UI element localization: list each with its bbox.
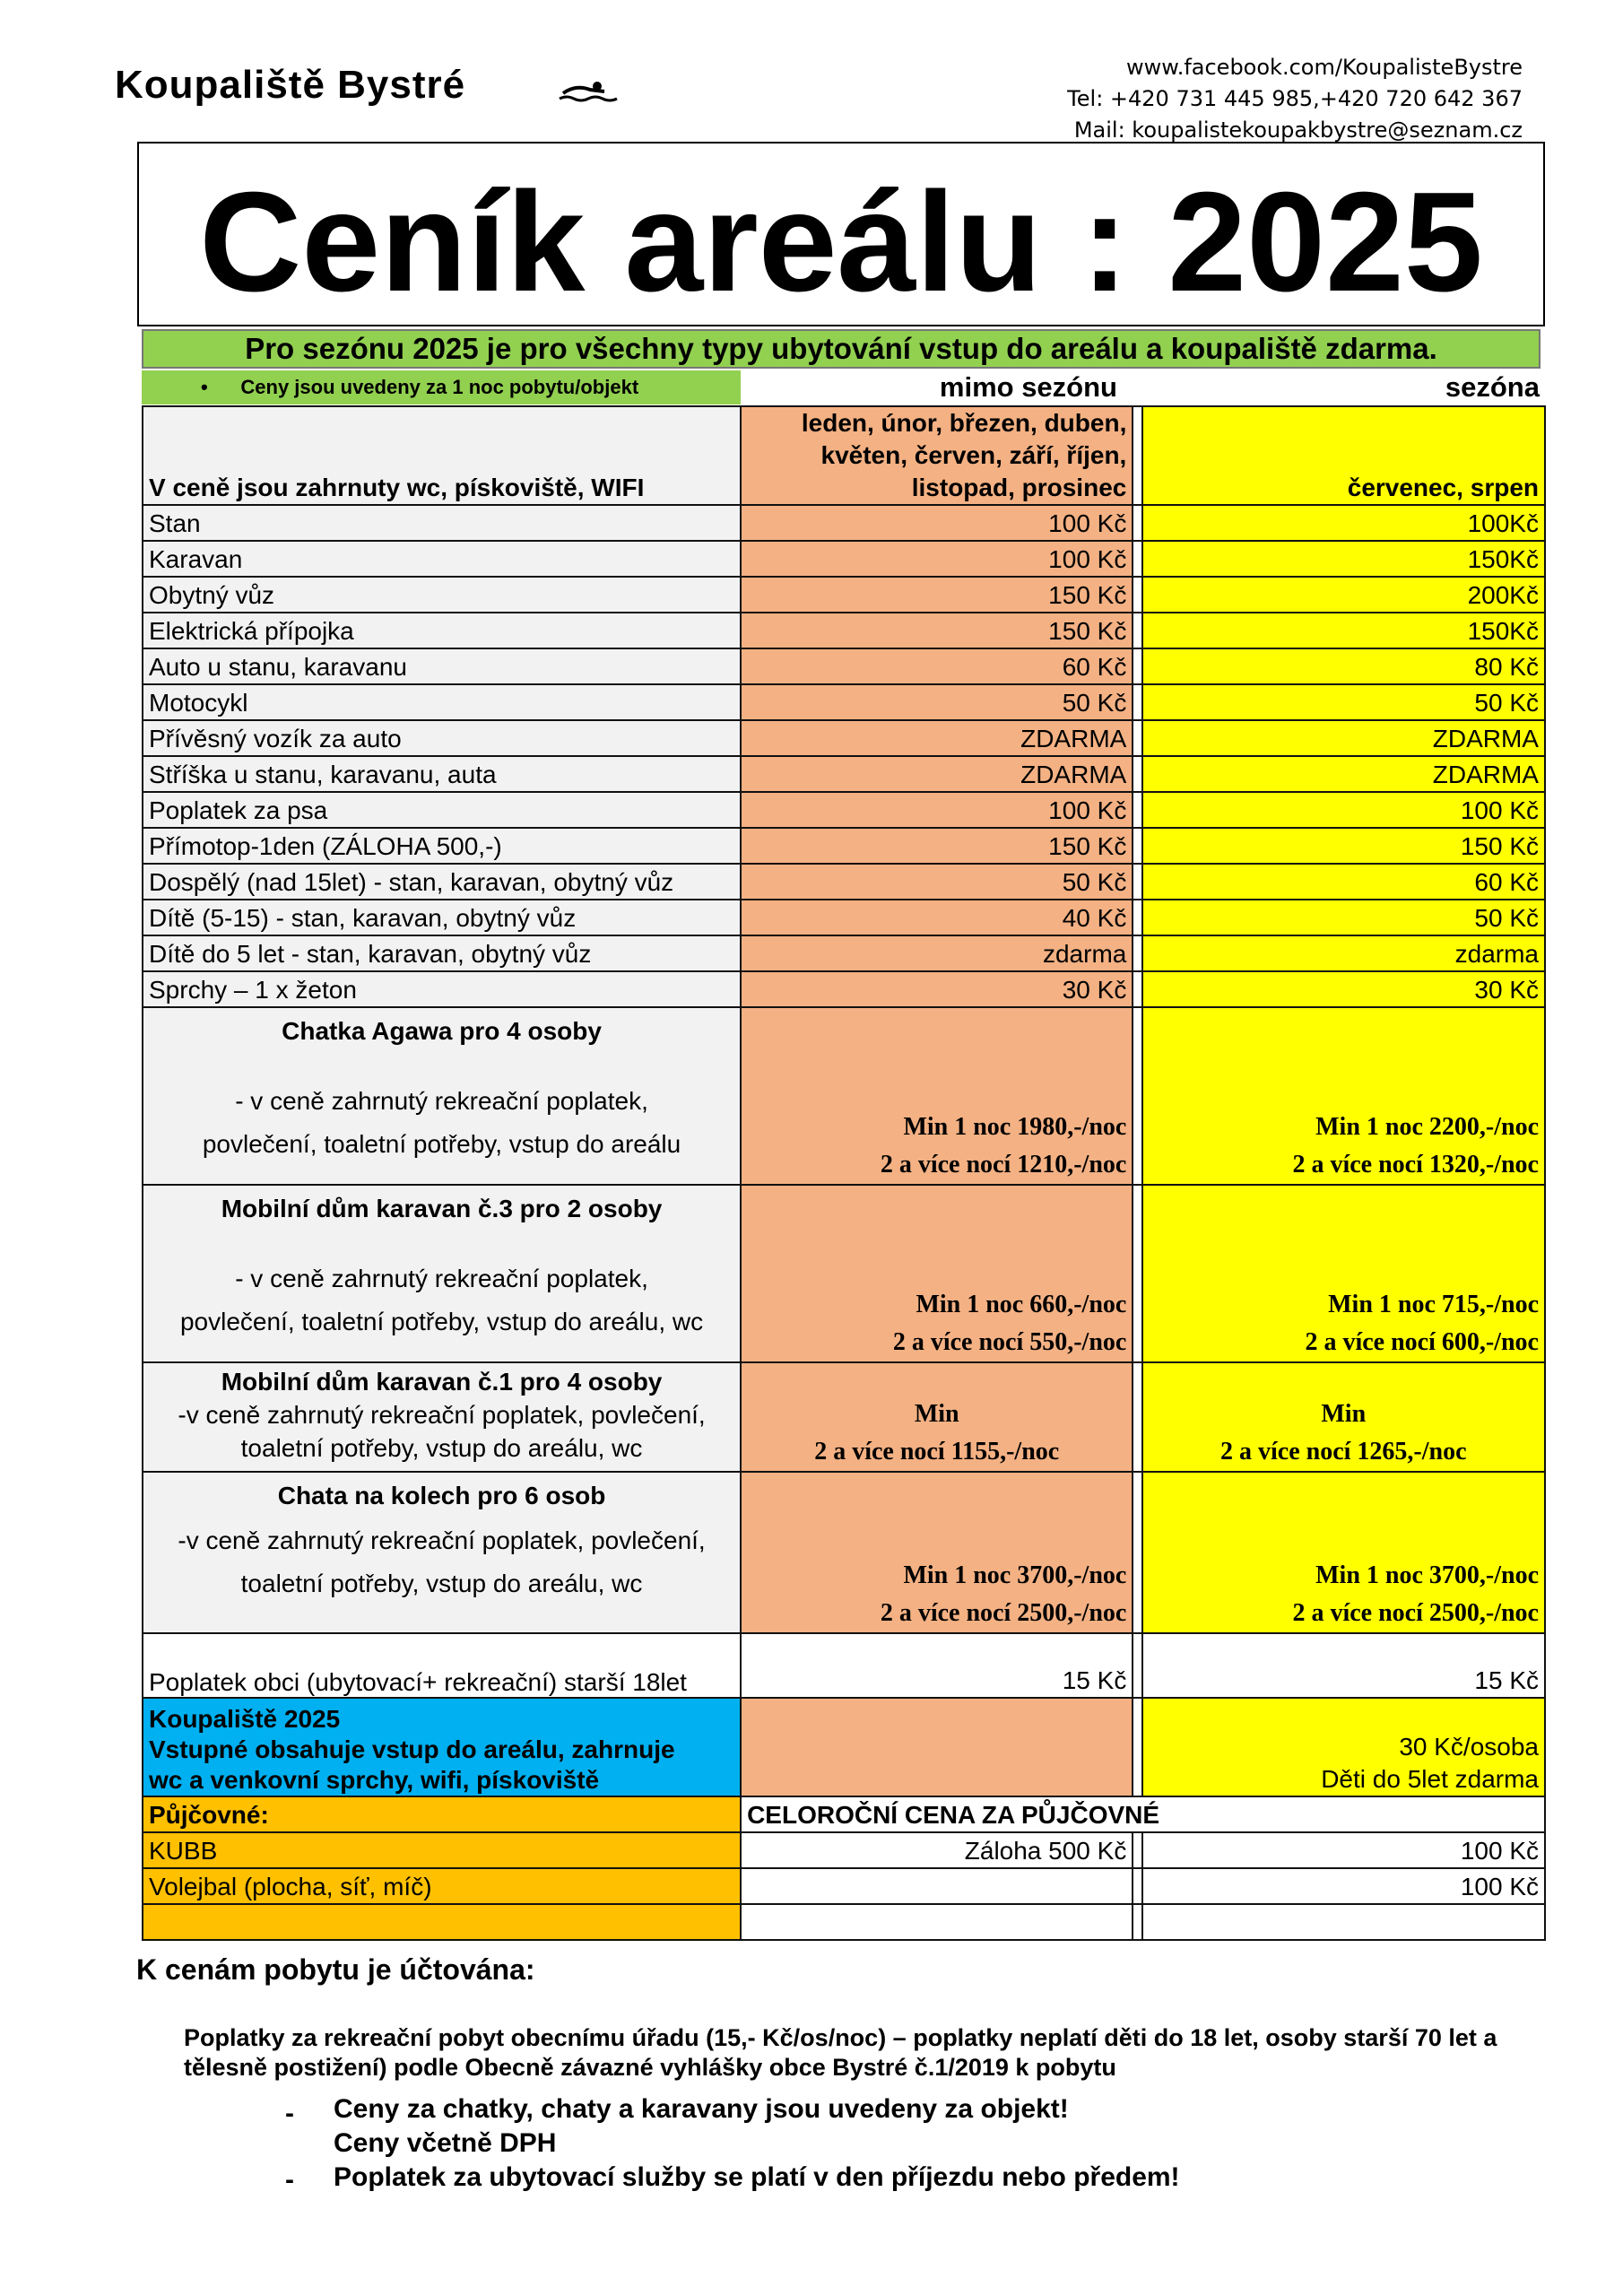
cabin-on-line-1: Min 1 noc 715,-/noc — [1328, 1291, 1539, 1318]
pool-info — [143, 1698, 741, 1796]
price-row-label: Dospělý (nad 15let) - stan, karavan, obytný vůz — [143, 864, 741, 900]
price-row-on: 100Kč — [1142, 505, 1546, 541]
cabin-desc-2: toaletní potřeby, vstup do areálu, wc — [240, 1434, 643, 1462]
price-row-label: Obytný vůz — [143, 577, 741, 613]
pool-kids: Děti do 5let zdarma — [1321, 1765, 1539, 1793]
price-row-label: Sprchy – 1 x žeton — [143, 971, 741, 1007]
price-row-label: Poplatek za psa — [143, 792, 741, 828]
price-row-off: zdarma — [741, 935, 1133, 971]
footer-bullet-1b: Ceny včetně DPH — [334, 2128, 557, 2158]
cabin-info — [143, 1472, 741, 1633]
column-gap — [1133, 756, 1141, 792]
cabin-row — [143, 1362, 1545, 1472]
price-row-label: Stan — [143, 505, 741, 541]
cabin-on-line-2: 2 a více nocí 2500,-/noc — [1292, 1599, 1539, 1627]
empty-cell — [1142, 1904, 1546, 1940]
price-row-off: 150 Kč — [741, 613, 1133, 648]
column-gap — [1133, 613, 1141, 648]
price-row-on: ZDARMA — [1142, 756, 1546, 792]
pool-price: 30 Kč/osoba — [1399, 1733, 1539, 1761]
cabin-off-line-2: 2 a více nocí 550,-/noc — [892, 1328, 1127, 1356]
cabin-desc-1: - v ceně zahrnutý rekreační poplatek, — [235, 1265, 648, 1292]
season-months: červenec, srpen — [1142, 406, 1546, 505]
column-gap — [1133, 684, 1141, 720]
cabin-spacer — [149, 1231, 734, 1257]
cabin-rows — [143, 1007, 1545, 1633]
price-row-label: Přímotop-1den (ZÁLOHA 500,-) — [143, 828, 741, 864]
price-row-on: 100 Kč — [1142, 792, 1546, 828]
footer-bullet-1: Ceny za chatky, chaty a karavany jsou uvedeny za objekt! — [334, 2094, 1069, 2124]
column-gap — [1133, 1185, 1141, 1362]
price-row-on: 50 Kč — [1142, 684, 1546, 720]
price-note-text: Ceny jsou uvedeny za 1 noc pobytu/objekt — [240, 376, 639, 398]
column-gap — [1133, 1633, 1141, 1698]
price-row-label: Dítě do 5 let - stan, karavan, obytný vůz — [143, 935, 741, 971]
price-row-on: 150 Kč — [1142, 828, 1546, 864]
column-gap — [1133, 1698, 1141, 1796]
rental-price: 100 Kč — [1142, 1868, 1546, 1904]
price-row-on: 50 Kč — [1142, 900, 1546, 935]
season-header: sezóna — [1445, 371, 1540, 403]
rental-label: KUBB — [143, 1832, 741, 1868]
cabin-row — [143, 1472, 1545, 1633]
cabin-off-line-2: 2 a více nocí 2500,-/noc — [880, 1599, 1127, 1627]
price-rows — [143, 505, 1545, 1007]
price-row — [143, 828, 1545, 864]
rental-row — [143, 1868, 1545, 1904]
off-season-header: mimo sezónu — [939, 371, 1117, 403]
cabin-on-line-2: 2 a více nocí 1320,-/noc — [1292, 1151, 1539, 1178]
column-gap — [1133, 1832, 1141, 1868]
price-row-on: zdarma — [1142, 935, 1546, 971]
price-row-on: 80 Kč — [1142, 648, 1546, 684]
footer-bullet-2: Poplatek za ubytovací služby se platí v den příjezdu nebo předem! — [334, 2162, 1180, 2192]
price-row-off: 50 Kč — [741, 864, 1133, 900]
off-season-months: leden, únor, březen, duben, květen, červen, září, říjen, listopad, prosinec — [741, 406, 1133, 505]
price-note: • Ceny jsou uvedeny za 1 noc pobytu/objekt — [142, 370, 741, 404]
price-row-off: 100 Kč — [741, 541, 1133, 577]
fee-row — [143, 1633, 1545, 1698]
cabin-desc-2: povlečení, toaletní potřeby, vstup do areálu, wc — [179, 1308, 704, 1335]
page-title: Ceník areálu : 2025 — [199, 163, 1483, 321]
logo-text: Koupaliště Bystré — [115, 63, 466, 107]
cabin-desc-2: povlečení, toaletní potřeby, vstup do areálu — [202, 1130, 681, 1158]
column-gap — [1133, 1904, 1141, 1940]
cabin-desc-1: -v ceně zahrnutý rekreační poplatek, povlečení, — [178, 1401, 706, 1429]
rentals-heading-row — [143, 1796, 1545, 1832]
cabin-off-line-1: Min 1 noc 660,-/noc — [916, 1291, 1127, 1318]
price-row-off: 150 Kč — [741, 577, 1133, 613]
column-gap — [1133, 828, 1141, 864]
bullet-dash: - — [285, 2099, 294, 2128]
cabin-on-line-2: 2 a více nocí 1265,-/noc — [1219, 1438, 1467, 1465]
price-row — [143, 577, 1545, 613]
price-row-on: ZDARMA — [1142, 720, 1546, 756]
price-row-off: 60 Kč — [741, 648, 1133, 684]
column-gap — [1133, 1868, 1141, 1904]
price-row — [143, 505, 1545, 541]
price-row-label: Dítě (5-15) - stan, karavan, obytný vůz — [143, 900, 741, 935]
price-row — [143, 756, 1545, 792]
cabin-off-price — [741, 1362, 1133, 1472]
rental-deposit — [741, 1868, 1133, 1904]
cabin-off-line-1: Min 1 noc 3700,-/noc — [903, 1561, 1127, 1589]
rental-rows — [143, 1832, 1545, 1904]
column-gap — [1133, 720, 1141, 756]
rental-deposit: Záloha 500 Kč — [741, 1832, 1133, 1868]
column-gap — [1133, 577, 1141, 613]
price-row-label: Karavan — [143, 541, 741, 577]
cabin-desc-1: -v ceně zahrnutý rekreační poplatek, povlečení, — [178, 1526, 706, 1554]
cabin-off-line-2: 2 a více nocí 1210,-/noc — [880, 1151, 1127, 1178]
pool-title: Koupaliště 2025 — [149, 1705, 341, 1733]
price-row-on: 150Kč — [1142, 613, 1546, 648]
price-row — [143, 541, 1545, 577]
cabin-off-line-1: Min 1 noc 1980,-/noc — [903, 1113, 1127, 1141]
price-row-off: 150 Kč — [741, 828, 1133, 864]
column-gap — [1133, 900, 1141, 935]
cabin-title: Mobilní dům karavan č.3 pro 2 osoby — [221, 1195, 663, 1222]
price-row — [143, 720, 1545, 756]
cabin-on-price — [1142, 1472, 1546, 1633]
price-row-on: 200Kč — [1142, 577, 1546, 613]
cabin-on-price — [1142, 1185, 1546, 1362]
price-row-off: ZDARMA — [741, 756, 1133, 792]
swimmer-icon — [558, 79, 621, 102]
cabin-off-price — [741, 1007, 1133, 1185]
cabin-off-line-1: Min — [914, 1400, 959, 1428]
price-row-label: Stříška u stanu, karavanu, auta — [143, 756, 741, 792]
empty-row — [143, 1904, 1545, 1940]
pool-desc-2: wc a venkovní sprchy, wifi, pískoviště — [149, 1766, 600, 1794]
price-row-off: 100 Kč — [741, 792, 1133, 828]
cabin-desc-1: - v ceně zahrnutý rekreační poplatek, — [235, 1087, 648, 1115]
rental-row — [143, 1832, 1545, 1868]
price-row-off: 40 Kč — [741, 900, 1133, 935]
months-row — [143, 406, 1545, 505]
cabin-on-line-1: Min 1 noc 2200,-/noc — [1315, 1113, 1539, 1141]
column-gap — [1133, 935, 1141, 971]
price-row-off: 100 Kč — [741, 505, 1133, 541]
phone-numbers: Tel: +420 731 445 985,+420 720 642 367 — [1067, 86, 1523, 111]
rental-label: Volejbal (plocha, síť, míč) — [143, 1868, 741, 1904]
cabin-row — [143, 1007, 1545, 1185]
price-row-off: ZDARMA — [741, 720, 1133, 756]
price-row-on: 60 Kč — [1142, 864, 1546, 900]
price-row-label: Motocykl — [143, 684, 741, 720]
cabin-desc-2: toaletní potřeby, vstup do areálu, wc — [240, 1570, 643, 1597]
footer-paragraph: Poplatky za rekreační pobyt obecnímu úřadu (15,- Kč/os/noc) – poplatky neplatí děti do 18 let, osoby starší 70 let a tělesně postižení) podle Obecně závazné vyhlášky obce Bystré č.1/2019 k pobytu — [184, 2024, 1497, 2081]
price-row — [143, 971, 1545, 1007]
footer-heading: K cenám pobytu je účtována: — [136, 1953, 535, 1986]
price-row-label: Auto u stanu, karavanu — [143, 648, 741, 684]
price-row-label: Přívěsný vozík za auto — [143, 720, 741, 756]
column-gap — [1133, 971, 1141, 1007]
empty-cell — [143, 1904, 741, 1940]
column-gap — [1133, 505, 1141, 541]
cabin-on-line-1: Min — [1321, 1400, 1367, 1428]
price-row — [143, 684, 1545, 720]
cabin-off-price — [741, 1185, 1133, 1362]
bullet-dash: - — [285, 2165, 294, 2195]
pool-off-empty — [741, 1698, 1133, 1796]
rentals-heading: Půjčovné: — [143, 1796, 741, 1832]
column-gap — [1133, 792, 1141, 828]
price-row — [143, 613, 1545, 648]
column-gap — [1133, 406, 1141, 505]
email-address[interactable]: Mail: koupalistekoupakbystre@seznam.cz — [1073, 117, 1523, 143]
price-row — [143, 792, 1545, 828]
contact-block — [1067, 52, 1523, 146]
price-row-off: 30 Kč — [741, 971, 1133, 1007]
pool-price-cell — [1142, 1698, 1546, 1796]
fee-off: 15 Kč — [741, 1633, 1133, 1698]
cabin-info — [143, 1362, 741, 1472]
cabin-on-line-2: 2 a více nocí 600,-/noc — [1305, 1328, 1539, 1356]
column-gap — [1133, 541, 1141, 577]
price-row-off: 50 Kč — [741, 684, 1133, 720]
cabin-title: Chatka Agawa pro 4 osoby — [282, 1017, 602, 1045]
price-row — [143, 935, 1545, 971]
price-row-on: 30 Kč — [1142, 971, 1546, 1007]
price-table — [142, 405, 1546, 1941]
cabin-title: Mobilní dům karavan č.1 pro 4 osoby — [221, 1368, 663, 1396]
pool-desc-1: Vstupné obsahuje vstup do areálu, zahrnuje — [149, 1735, 675, 1763]
cabin-on-line-1: Min 1 noc 3700,-/noc — [1315, 1561, 1539, 1589]
fee-on: 15 Kč — [1142, 1633, 1546, 1698]
cabin-title: Chata na kolech pro 6 osob — [277, 1482, 606, 1509]
column-gap — [1133, 1472, 1141, 1633]
price-row-on: 150Kč — [1142, 541, 1546, 577]
price-row — [143, 900, 1545, 935]
included-label: V ceně jsou zahrnuty wc, pískoviště, WIFI — [143, 406, 741, 505]
cabin-on-price — [1142, 1007, 1546, 1185]
column-gap — [1133, 648, 1141, 684]
rental-price: 100 Kč — [1142, 1832, 1546, 1868]
fee-label: Poplatek obci (ubytovací+ rekreační) starší 18let — [143, 1633, 741, 1698]
cabin-spacer — [149, 1053, 734, 1080]
column-gap — [1133, 1007, 1141, 1185]
price-row-label: Elektrická přípojka — [143, 613, 741, 648]
cabin-info — [143, 1185, 741, 1362]
cabin-row — [143, 1185, 1545, 1362]
cabin-off-line-2: 2 a více nocí 1155,-/noc — [814, 1438, 1060, 1465]
cabin-info — [143, 1007, 741, 1185]
rentals-note: CELOROČNÍ CENA ZA PŮJČOVNÉ — [741, 1796, 1545, 1832]
empty-cell — [741, 1904, 1133, 1940]
price-row — [143, 864, 1545, 900]
column-gap — [1133, 1362, 1141, 1472]
column-gap — [1133, 864, 1141, 900]
cabin-off-price — [741, 1472, 1133, 1633]
cabin-on-price — [1142, 1362, 1546, 1472]
price-row — [143, 648, 1545, 684]
season-banner: Pro sezónu 2025 je pro všechny typy ubytování vstup do areálu a koupaliště zdarma. — [142, 329, 1541, 369]
facebook-link[interactable]: www.facebook.com/KoupalisteBystre — [1126, 55, 1523, 80]
pool-row — [143, 1698, 1545, 1796]
